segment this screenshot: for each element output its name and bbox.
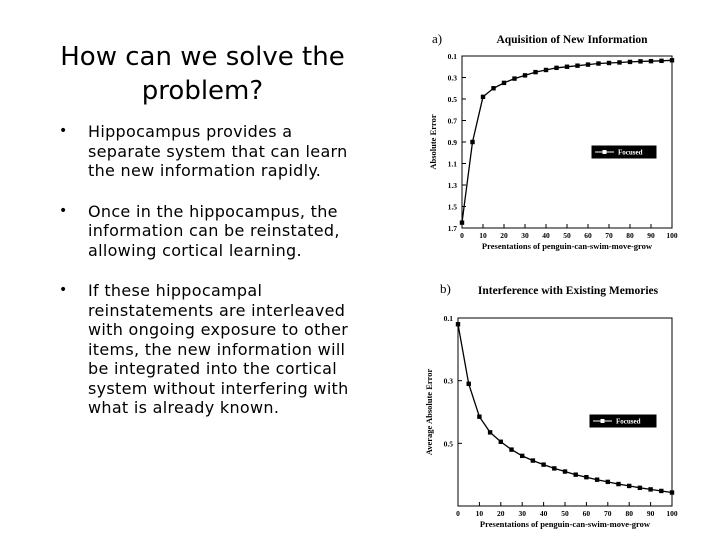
panel-label: a) xyxy=(432,31,443,46)
x-tick-label: 60 xyxy=(584,231,592,240)
bullet-item xyxy=(55,202,355,261)
data-point xyxy=(460,220,464,224)
y-tick-label: 1.3 xyxy=(447,181,457,190)
x-tick-label: 50 xyxy=(561,509,569,518)
data-point xyxy=(616,482,620,486)
chart-title: Aquisition of New Information xyxy=(496,34,648,46)
x-tick-label: 0 xyxy=(456,509,460,518)
data-point xyxy=(617,60,621,64)
legend-label: Focused xyxy=(618,148,643,157)
x-tick-label: 10 xyxy=(475,509,484,518)
x-tick-label: 90 xyxy=(647,231,655,240)
bullet-text: Hippocampus provides a separate system that can learn the new information rapidly. xyxy=(88,122,348,180)
y-axis-label: Absolute Error xyxy=(428,114,438,170)
data-point xyxy=(670,58,674,62)
bullet-list xyxy=(55,122,355,439)
legend-marker xyxy=(603,150,607,154)
data-point xyxy=(481,95,485,99)
data-point xyxy=(575,63,579,67)
y-tick-label: 0.3 xyxy=(443,376,453,386)
y-tick-label: 0.5 xyxy=(447,95,457,104)
slide-title: How can we solve the problem? xyxy=(60,42,345,106)
data-point xyxy=(509,447,513,451)
data-point xyxy=(659,489,663,493)
x-tick-label: 70 xyxy=(605,231,613,240)
data-point xyxy=(502,81,506,85)
panel-label: b) xyxy=(440,281,451,296)
x-tick-label: 0 xyxy=(460,231,464,240)
data-point xyxy=(607,61,611,65)
data-point xyxy=(574,472,578,476)
data-point xyxy=(628,60,632,64)
x-tick-label: 40 xyxy=(542,231,550,240)
x-tick-label: 30 xyxy=(518,509,526,518)
data-point xyxy=(563,469,567,473)
bullet-text: If these hippocampal reinstatements are interleaved with ongoing exposure to other items, the new information will be integrated into the cortical system without interfering with what is already known. xyxy=(88,281,349,417)
plot-frame xyxy=(462,56,672,228)
x-tick-label: 10 xyxy=(479,231,487,240)
bullet-item xyxy=(55,122,355,181)
data-point xyxy=(544,68,548,72)
bullet-dot: • xyxy=(59,123,68,139)
y-tick-label: 0.7 xyxy=(447,116,457,126)
y-tick-label: 0.1 xyxy=(447,52,457,61)
x-tick-label: 40 xyxy=(539,509,548,518)
y-axis-label: Average Absolute Error xyxy=(424,368,434,456)
data-point xyxy=(595,477,599,481)
data-point xyxy=(491,86,495,90)
chart-acquisition xyxy=(420,28,710,260)
data-point xyxy=(488,430,492,434)
data-point xyxy=(477,415,481,419)
data-point xyxy=(531,458,535,462)
legend-marker xyxy=(601,419,605,423)
y-tick-label: 0.3 xyxy=(447,73,457,83)
y-tick-label: 1.5 xyxy=(447,202,457,212)
data-point xyxy=(649,59,653,63)
y-tick-label: 1.7 xyxy=(447,224,457,233)
data-point xyxy=(533,70,537,74)
x-tick-label: 70 xyxy=(604,509,612,518)
data-point xyxy=(541,462,545,466)
x-tick-label: 20 xyxy=(497,509,505,518)
x-axis-label: Presentations of penguin-can-swim-move-grow xyxy=(479,519,651,529)
chart-title: Interference with Existing Memories xyxy=(477,285,659,297)
bullet-dot: • xyxy=(59,202,68,219)
x-tick-label: 50 xyxy=(563,231,571,240)
chart-interference-svg xyxy=(420,280,710,535)
data-point xyxy=(456,322,460,326)
x-tick-label: 20 xyxy=(500,231,508,240)
data-point xyxy=(499,440,503,444)
legend-label: Focused xyxy=(616,417,641,426)
data-point xyxy=(596,61,600,65)
data-point xyxy=(606,480,610,484)
y-tick-label: 1.1 xyxy=(447,159,457,169)
data-point xyxy=(470,140,474,144)
x-tick-label: 60 xyxy=(582,509,591,518)
data-point xyxy=(670,490,674,494)
x-tick-label: 30 xyxy=(521,231,529,240)
bullet-dot: • xyxy=(59,282,68,298)
chart-acquisition-svg xyxy=(420,28,710,260)
x-axis-label: Presentations of penguin-can-swim-move-grow xyxy=(481,241,653,251)
y-tick-label: 0.1 xyxy=(443,314,453,323)
plot-frame xyxy=(458,318,672,506)
y-tick-label: 0.9 xyxy=(447,138,457,147)
x-tick-label: 100 xyxy=(666,509,678,518)
data-point xyxy=(565,65,569,69)
data-point xyxy=(659,59,663,63)
data-point xyxy=(552,466,556,470)
data-point xyxy=(648,487,652,491)
data-point xyxy=(627,484,631,488)
data-point xyxy=(638,486,642,490)
data-point xyxy=(554,66,558,70)
series-line xyxy=(458,324,672,492)
data-point xyxy=(586,62,590,66)
bullet-item xyxy=(55,281,355,418)
data-point xyxy=(512,76,516,80)
data-point xyxy=(520,454,524,458)
bullet-text: Once in the hippocampus, the information can be reinstated, allowing cortical learning. xyxy=(88,201,340,260)
x-tick-label: 80 xyxy=(626,231,634,240)
x-tick-label: 100 xyxy=(666,231,678,240)
chart-interference xyxy=(420,280,710,535)
x-tick-label: 90 xyxy=(646,509,655,518)
data-point xyxy=(523,73,527,77)
y-tick-label: 0.5 xyxy=(443,439,453,449)
data-point xyxy=(584,475,588,479)
x-tick-label: 80 xyxy=(625,509,633,518)
data-point xyxy=(638,59,642,63)
data-point xyxy=(467,382,471,386)
series-line xyxy=(462,60,672,222)
